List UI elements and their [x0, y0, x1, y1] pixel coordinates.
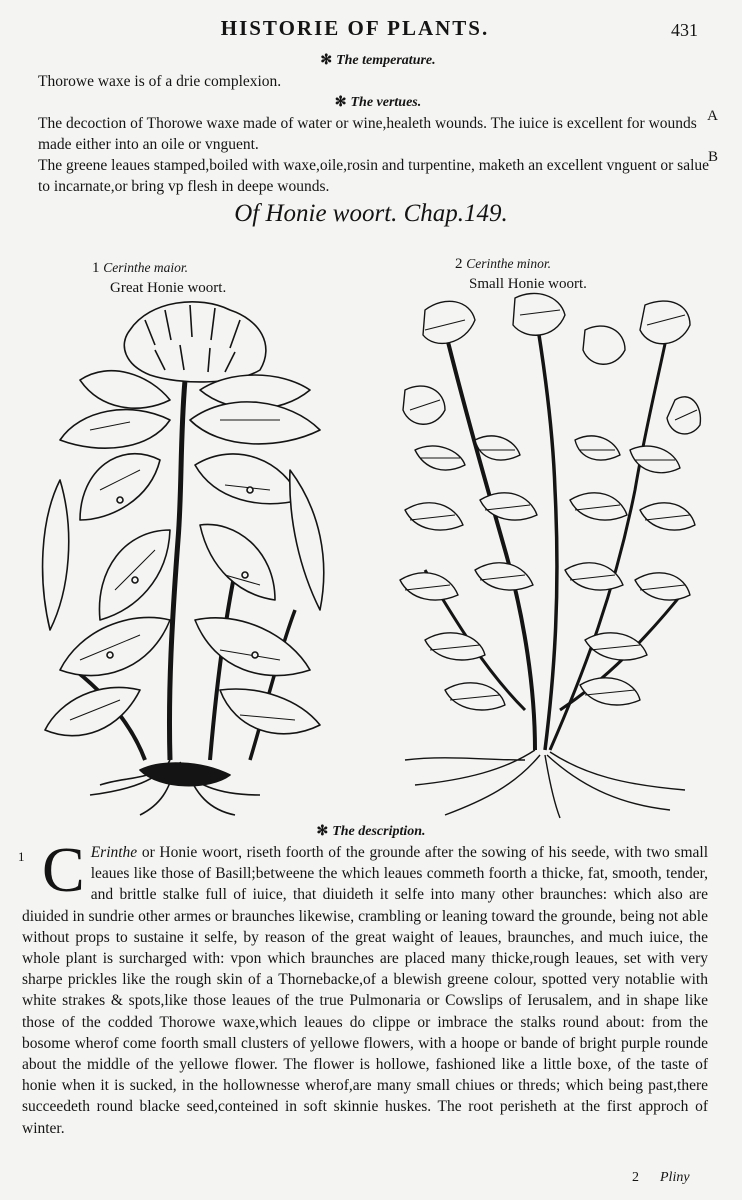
asterisk-ornament-icon: ✻	[316, 824, 329, 839]
figure-2-latin: Cerinthe minor.	[466, 256, 552, 271]
description-text: or Honie woort, riseth foorth of the grounde after the sowing of his seede, with two small leaues like those of Basill;betweene the which leaues commeth foorth a thicke, fat, smooth, tender, and brittle stalke full of iuice, that diuideth it selfe into many other braunches: which also are diuided in sundrie other armes or braunches likewise, crambling or leaning toward the grounde, being not able without props to sustaine it selfe, by reason of the great waight of leaues, braunches, and much iuice, the whole plant is surcharged with: vpon which braunches are placed many thicke,rough leaues, set with very sharpe prickles like the rough skin of a Thornebacke,of a blewish greene colour, spotted very notablie with white strakes & spots,like those leaues of the true Pulmonaria or Cowslips of Ierusalem, and in shape like those of the codded Thorowe waxe,which leaues do clippe or imbrace the stalks round about: from the bosome wherof come foorth small clusters of yellowe flowers, with a hoope or bande of bright purple rounde about the middle of the yellowe flower. The flower is hollowe, fashioned like a little boxe, of the taste of honie when it is sucked, in the hollownesse wherof,are many small chiues or threds; which being past,there succeedeth round blacke seed,conteined in soft skinnie huskes. The root perisheth at the first approch of winter.	[22, 844, 708, 1137]
vertues-paragraph-1: The decoction of Thorowe waxe made of water or wine,healeth wounds. The iuice is excellent for wounds made either into an oile or vnguent.	[38, 115, 697, 153]
catch-number: 2	[632, 1170, 639, 1185]
figure-2-english: Small Honie woort.	[469, 276, 587, 292]
figure-1-latin: Cerinthe maior.	[103, 260, 189, 275]
vertues-section	[38, 92, 718, 197]
asterisk-ornament-icon: ✻	[320, 53, 333, 68]
woodcut-small-honiewort-icon	[385, 290, 705, 820]
page-footer	[0, 1170, 742, 1192]
page-number: 431	[671, 20, 698, 40]
vertues-paragraph-2: The greene leaues stamped,boiled with waxe,oile,rosin and turpentine, maketh an excellent vnguent or salue to incarnate,or bring vp flesh in deepe wounds.	[38, 157, 710, 195]
margin-letter-a: A	[707, 108, 718, 124]
figure-1-number: 1	[92, 260, 100, 276]
temperature-text: Thorowe waxe is of a drie complexion.	[38, 73, 282, 90]
description-body	[18, 834, 708, 1139]
vertues-heading: ✻ The vertues.	[334, 95, 422, 110]
chapter-title: Of Honie woort. Chap.149.	[234, 200, 508, 227]
figure-1-english: Great Honie woort.	[110, 280, 227, 296]
description-lead-word: Erinthe	[90, 844, 138, 861]
figure-2-caption	[455, 254, 587, 294]
temperature-section	[38, 50, 718, 92]
page-header	[0, 16, 742, 46]
running-title: HISTORIE OF PLANTS.	[220, 16, 490, 40]
description-heading: ✻ The description.	[316, 824, 426, 839]
woodcut-great-honiewort-icon	[20, 290, 350, 820]
description-number: 1	[18, 849, 25, 864]
figure-2-number: 2	[455, 256, 463, 272]
margin-letter-b: B	[707, 149, 718, 165]
drop-capital: C	[42, 834, 85, 905]
temperature-heading: ✻ The temperature.	[320, 53, 436, 68]
catchword: Pliny	[660, 1170, 690, 1185]
asterisk-ornament-icon: ✻	[334, 95, 347, 110]
